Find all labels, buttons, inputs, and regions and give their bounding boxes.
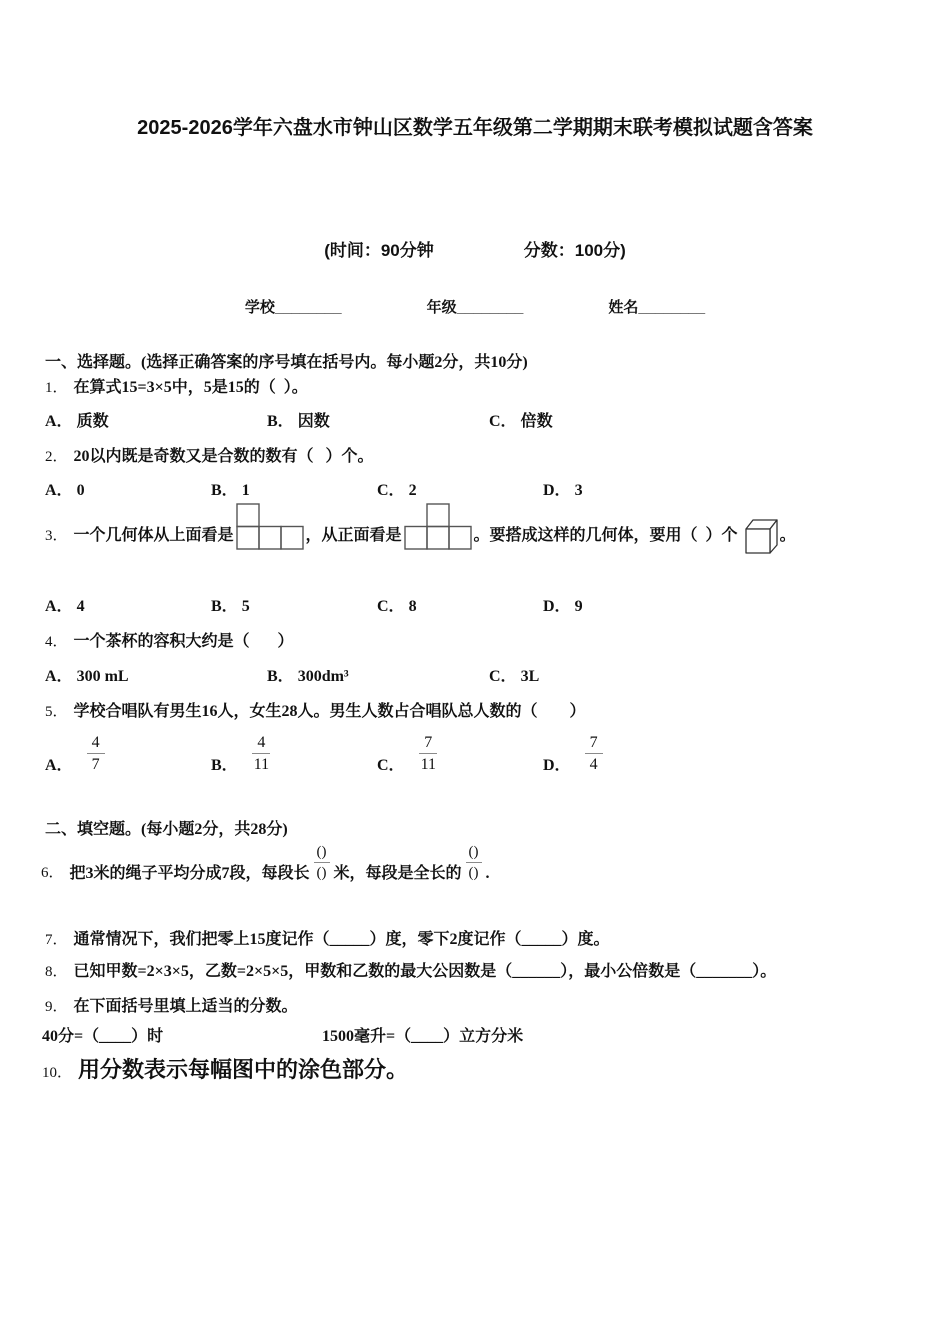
option-text: 倍数 xyxy=(520,413,553,430)
question-number: 1． xyxy=(45,380,68,396)
front-view-shape-icon xyxy=(404,503,472,551)
fraction xyxy=(87,732,105,775)
question-text-part: ，从正面看是 xyxy=(305,527,402,544)
question-5 xyxy=(45,698,586,721)
fraction-denominator: 7 xyxy=(91,756,100,773)
question-3 xyxy=(45,503,796,551)
option-label: B． xyxy=(211,757,238,774)
option-d xyxy=(543,477,709,500)
option-text: 质数 xyxy=(76,413,109,430)
option-a xyxy=(45,663,267,686)
question-text: 已知甲数=2×3×5，乙数=2×5×5，甲数和乙数的最大公因数是（______），最小公倍数是（_______）。 xyxy=(73,963,777,980)
question-text: 一个茶杯的容积大约是（ ） xyxy=(73,633,294,650)
page-title: 2025-2026学年六盘水市钟山区数学五年级第二学期期末联考模拟试题含答案 xyxy=(137,117,813,139)
score-label: 分数：100分) xyxy=(523,241,626,260)
option-label: D． xyxy=(543,598,571,615)
fraction-numerator: 4 xyxy=(252,732,270,754)
student-info-line xyxy=(0,296,950,317)
question-number: 9． xyxy=(45,999,68,1015)
option-label: C． xyxy=(489,668,517,685)
fraction xyxy=(585,732,603,775)
option-b xyxy=(211,732,377,775)
question-10 xyxy=(42,1053,408,1084)
option-label: A． xyxy=(45,757,73,774)
option-label: B． xyxy=(267,413,294,430)
question-text: 在算式15=3×5中，5是15的（ ）。 xyxy=(73,379,308,396)
option-c xyxy=(377,593,543,616)
section-1-heading: 一、选择题。(选择正确答案的序号填在括号内。每小题2分，共10分) xyxy=(45,354,528,371)
fraction xyxy=(252,732,271,775)
conversion-right: 1500毫升=（____）立方分米 xyxy=(322,1028,524,1045)
option-b xyxy=(211,477,377,500)
option-text: 2 xyxy=(408,482,417,499)
question-text: 用分数表示每幅图中的涂色部分。 xyxy=(78,1057,409,1082)
option-a xyxy=(45,593,211,616)
option-text: 9 xyxy=(574,598,583,615)
question-number: 4． xyxy=(45,634,68,650)
option-label: C． xyxy=(377,482,405,499)
question-1-options xyxy=(45,408,711,431)
question-2 xyxy=(45,443,374,466)
option-b xyxy=(267,663,489,686)
question-9-blanks xyxy=(42,1023,523,1046)
option-label: D． xyxy=(543,757,571,774)
option-text: 4 xyxy=(76,598,85,615)
question-6 xyxy=(41,842,490,883)
option-label: B． xyxy=(267,668,294,685)
grade-field: 年级________ xyxy=(426,299,524,316)
question-9 xyxy=(45,993,298,1016)
option-text: 300 mL xyxy=(76,668,129,685)
name-field: 姓名________ xyxy=(608,299,706,316)
school-field: 学校________ xyxy=(244,299,342,316)
option-text: 300dm³ xyxy=(297,668,349,685)
option-text: 因数 xyxy=(297,413,330,430)
option-a xyxy=(45,477,211,500)
question-number: 6． xyxy=(41,865,64,881)
option-label: C． xyxy=(377,757,405,774)
question-text-part: . xyxy=(485,865,490,882)
question-text: 通常情况下，我们把零上15度记作（_____）度，零下2度记作（_____）度。 xyxy=(73,931,610,948)
option-label: A． xyxy=(45,413,73,430)
option-d xyxy=(543,593,709,616)
fraction-denominator: 11 xyxy=(253,756,270,773)
option-d xyxy=(543,732,709,775)
option-label: A． xyxy=(45,668,73,685)
option-c xyxy=(489,408,711,431)
question-number: 8． xyxy=(45,964,68,980)
question-text-part: 把3米的绳子平均分成7段，每段长 xyxy=(69,865,310,882)
question-2-options xyxy=(45,477,709,500)
option-text: 3 xyxy=(574,482,583,499)
option-b xyxy=(267,408,489,431)
question-number: 10． xyxy=(42,1065,73,1081)
option-label: B． xyxy=(211,598,238,615)
question-text: 20以内既是奇数又是合数的数有（ ）个。 xyxy=(73,448,374,465)
question-3-options xyxy=(45,593,709,616)
fraction-denominator: 4 xyxy=(589,756,598,773)
time-score-line xyxy=(0,236,950,261)
time-label: (时间：90分钟 xyxy=(324,241,434,260)
question-text-part: 米，每段是全长的 xyxy=(333,865,462,882)
question-7 xyxy=(45,926,610,949)
cube-icon xyxy=(742,517,778,555)
question-4-options xyxy=(45,663,711,686)
question-1 xyxy=(45,374,308,397)
question-4 xyxy=(45,628,294,651)
question-text: 在下面括号里填上适当的分数。 xyxy=(73,998,298,1015)
option-c xyxy=(377,732,543,775)
option-a xyxy=(45,732,211,775)
question-8 xyxy=(45,958,776,981)
question-5-options xyxy=(45,732,709,775)
fraction-denominator: 11 xyxy=(420,756,436,773)
fraction-denominator: () xyxy=(468,865,479,881)
option-text: 0 xyxy=(76,482,85,499)
fraction-numerator: () xyxy=(314,842,330,863)
section-2-heading: 二、填空题。(每小题2分，共28分) xyxy=(45,821,288,838)
option-text: 8 xyxy=(408,598,417,615)
conversion-left: 40分=（____）时 xyxy=(42,1028,164,1045)
option-text: 3L xyxy=(520,668,540,685)
option-text: 1 xyxy=(241,482,250,499)
option-label: A． xyxy=(45,598,73,615)
fraction-denominator: () xyxy=(316,865,327,881)
option-label: C． xyxy=(489,413,517,430)
option-c xyxy=(489,663,711,686)
top-view-shape-icon xyxy=(236,503,304,551)
blank-fraction xyxy=(466,842,482,883)
option-label: B． xyxy=(211,482,238,499)
fraction-numerator: 7 xyxy=(585,732,603,754)
option-b xyxy=(211,593,377,616)
question-text: 学校合唱队有男生16人，女生28人。男生人数占合唱队总人数的（ ） xyxy=(73,703,586,720)
fraction xyxy=(419,732,438,775)
option-a xyxy=(45,408,267,431)
question-number: 3． xyxy=(45,528,68,544)
option-text: 5 xyxy=(241,598,250,615)
question-text-part: 。 xyxy=(779,527,796,544)
question-number: 2． xyxy=(45,449,68,465)
fraction-numerator: () xyxy=(466,842,482,863)
question-number: 5． xyxy=(45,704,68,720)
fraction-numerator: 4 xyxy=(87,732,105,754)
option-label: D． xyxy=(543,482,571,499)
option-c xyxy=(377,477,543,500)
question-text-part: 。要搭成这样的几何体，要用（ ）个 xyxy=(473,527,738,544)
option-label: C． xyxy=(377,598,405,615)
fraction-numerator: 7 xyxy=(419,732,437,754)
question-text-part: 一个几何体从上面看是 xyxy=(73,527,234,544)
question-number: 7． xyxy=(45,932,68,948)
blank-fraction xyxy=(314,842,330,883)
option-label: A． xyxy=(45,482,73,499)
